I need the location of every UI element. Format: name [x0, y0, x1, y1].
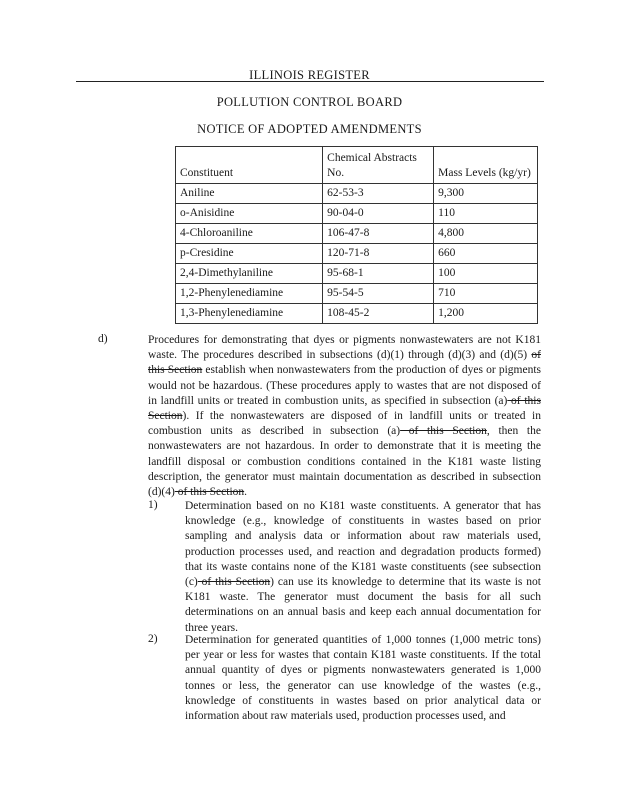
cell-cas-number: 120-71-8	[323, 244, 434, 264]
table-row	[176, 244, 538, 264]
cell-cas-number: 90-04-0	[323, 204, 434, 224]
cell-mass-level: 9,300	[434, 184, 538, 204]
constituent-table	[175, 146, 538, 324]
item-2-marker: 2)	[148, 633, 158, 645]
column-header-constituent: Constituent	[176, 147, 323, 184]
table-row	[176, 204, 538, 224]
text-segment: Procedures for demonstrating that dyes or pigments nonwastewaters are not K181 waste. The procedures described in subsections (d)(1) through (d)(3) and (d)(5)	[148, 334, 541, 362]
struck-text: of this Section	[400, 425, 487, 438]
cell-cas-number: 108-45-2	[323, 304, 434, 324]
column-header-mass-levels: Mass Levels (kg/yr)	[434, 147, 538, 184]
cell-cas-number: 62-53-3	[323, 184, 434, 204]
item-1-text	[185, 499, 541, 636]
subsection-d-marker: d)	[98, 333, 108, 345]
text-segment: , then the nonwastewaters are not hazardous. In order to demonstrate that it is meeting the landfill disposal or combustion conditions contained in the K181 waste listing description, the generator must maintain documentation as described in subsection (d)(4)	[148, 425, 541, 499]
table-row	[176, 184, 538, 204]
table-row	[176, 224, 538, 244]
header-rule	[76, 81, 544, 82]
text-segment: .	[244, 486, 248, 499]
struck-text: of this Section	[148, 349, 541, 377]
table-row	[176, 284, 538, 304]
text-segment: establish when nonwastewaters from the production of dyes or pigments would not be hazardous. (These procedures apply to wastes that are not disposed of in landfill units or treated in combustion units, as specified in subsection (a)	[148, 364, 541, 407]
text-segment: Determination based on no K181 waste constituents. A generator that has knowledge (e.g., knowledge of constituents in wastes based on prior sampling and analysis data or information about raw materials used, production processes used, and reaction and degradation products formed) that its waste contains none of the K181 waste constituents (see subsection (c)	[185, 500, 541, 589]
text-segment: Determination for generated quantities of 1,000 tonnes (1,000 metric tons) per year or less for wastes that contain K181 waste constituents. If the total annual quantity of dyes or pigments nonwastewaters generated is 1,000 tonnes or less, the generator can use knowledge of the wastes (e.g., knowledge of constituents in wastes based on prior analytical data or information about raw materials used, production processes used, and	[185, 634, 541, 723]
text-segment: ) can use its knowledge to determine that its waste is not K181 waste. The generator must document the basis for all such determinations on an annual basis and keep each annual documentation for three years.	[185, 576, 541, 634]
board-title: POLLUTION CONTROL BOARD	[216, 95, 403, 109]
column-header-cas-number: Chemical Abstracts No.	[323, 147, 434, 184]
cell-constituent: Aniline	[176, 184, 323, 204]
struck-text: of this Section	[148, 394, 541, 423]
text-segment: ). If the nonwastewaters are disposed of in landfill units or treated in combustion units as described in subsection (a)	[148, 410, 541, 438]
subsection-d-text	[148, 333, 541, 500]
cell-cas-number: 95-54-5	[323, 284, 434, 304]
cell-constituent: 2,4-Dimethylaniline	[176, 264, 323, 284]
cell-cas-number: 95-68-1	[323, 264, 434, 284]
cell-mass-level: 660	[434, 244, 538, 264]
cell-constituent: o-Anisidine	[176, 204, 323, 224]
cell-mass-level: 110	[434, 204, 538, 224]
table-row	[176, 264, 538, 284]
item-2-text	[185, 633, 541, 724]
cell-cas-number: 106-47-8	[323, 224, 434, 244]
cell-mass-level: 100	[434, 264, 538, 284]
notice-title: NOTICE OF ADOPTED AMENDMENTS	[197, 122, 422, 136]
table-header-row	[176, 147, 538, 184]
cell-constituent: 1,2-Phenylenediamine	[176, 284, 323, 304]
item-1-marker: 1)	[148, 499, 158, 511]
cell-mass-level: 710	[434, 284, 538, 304]
register-title: ILLINOIS REGISTER	[249, 68, 370, 82]
table-row	[176, 304, 538, 324]
struck-text: of this Section	[197, 576, 271, 589]
cell-mass-level: 4,800	[434, 224, 538, 244]
cell-constituent: 4-Chloroaniline	[176, 224, 323, 244]
cell-constituent: 1,3-Phenylenediamine	[176, 304, 323, 324]
cell-mass-level: 1,200	[434, 304, 538, 324]
struck-text: of this Section	[174, 486, 245, 499]
cell-constituent: p-Cresidine	[176, 244, 323, 264]
